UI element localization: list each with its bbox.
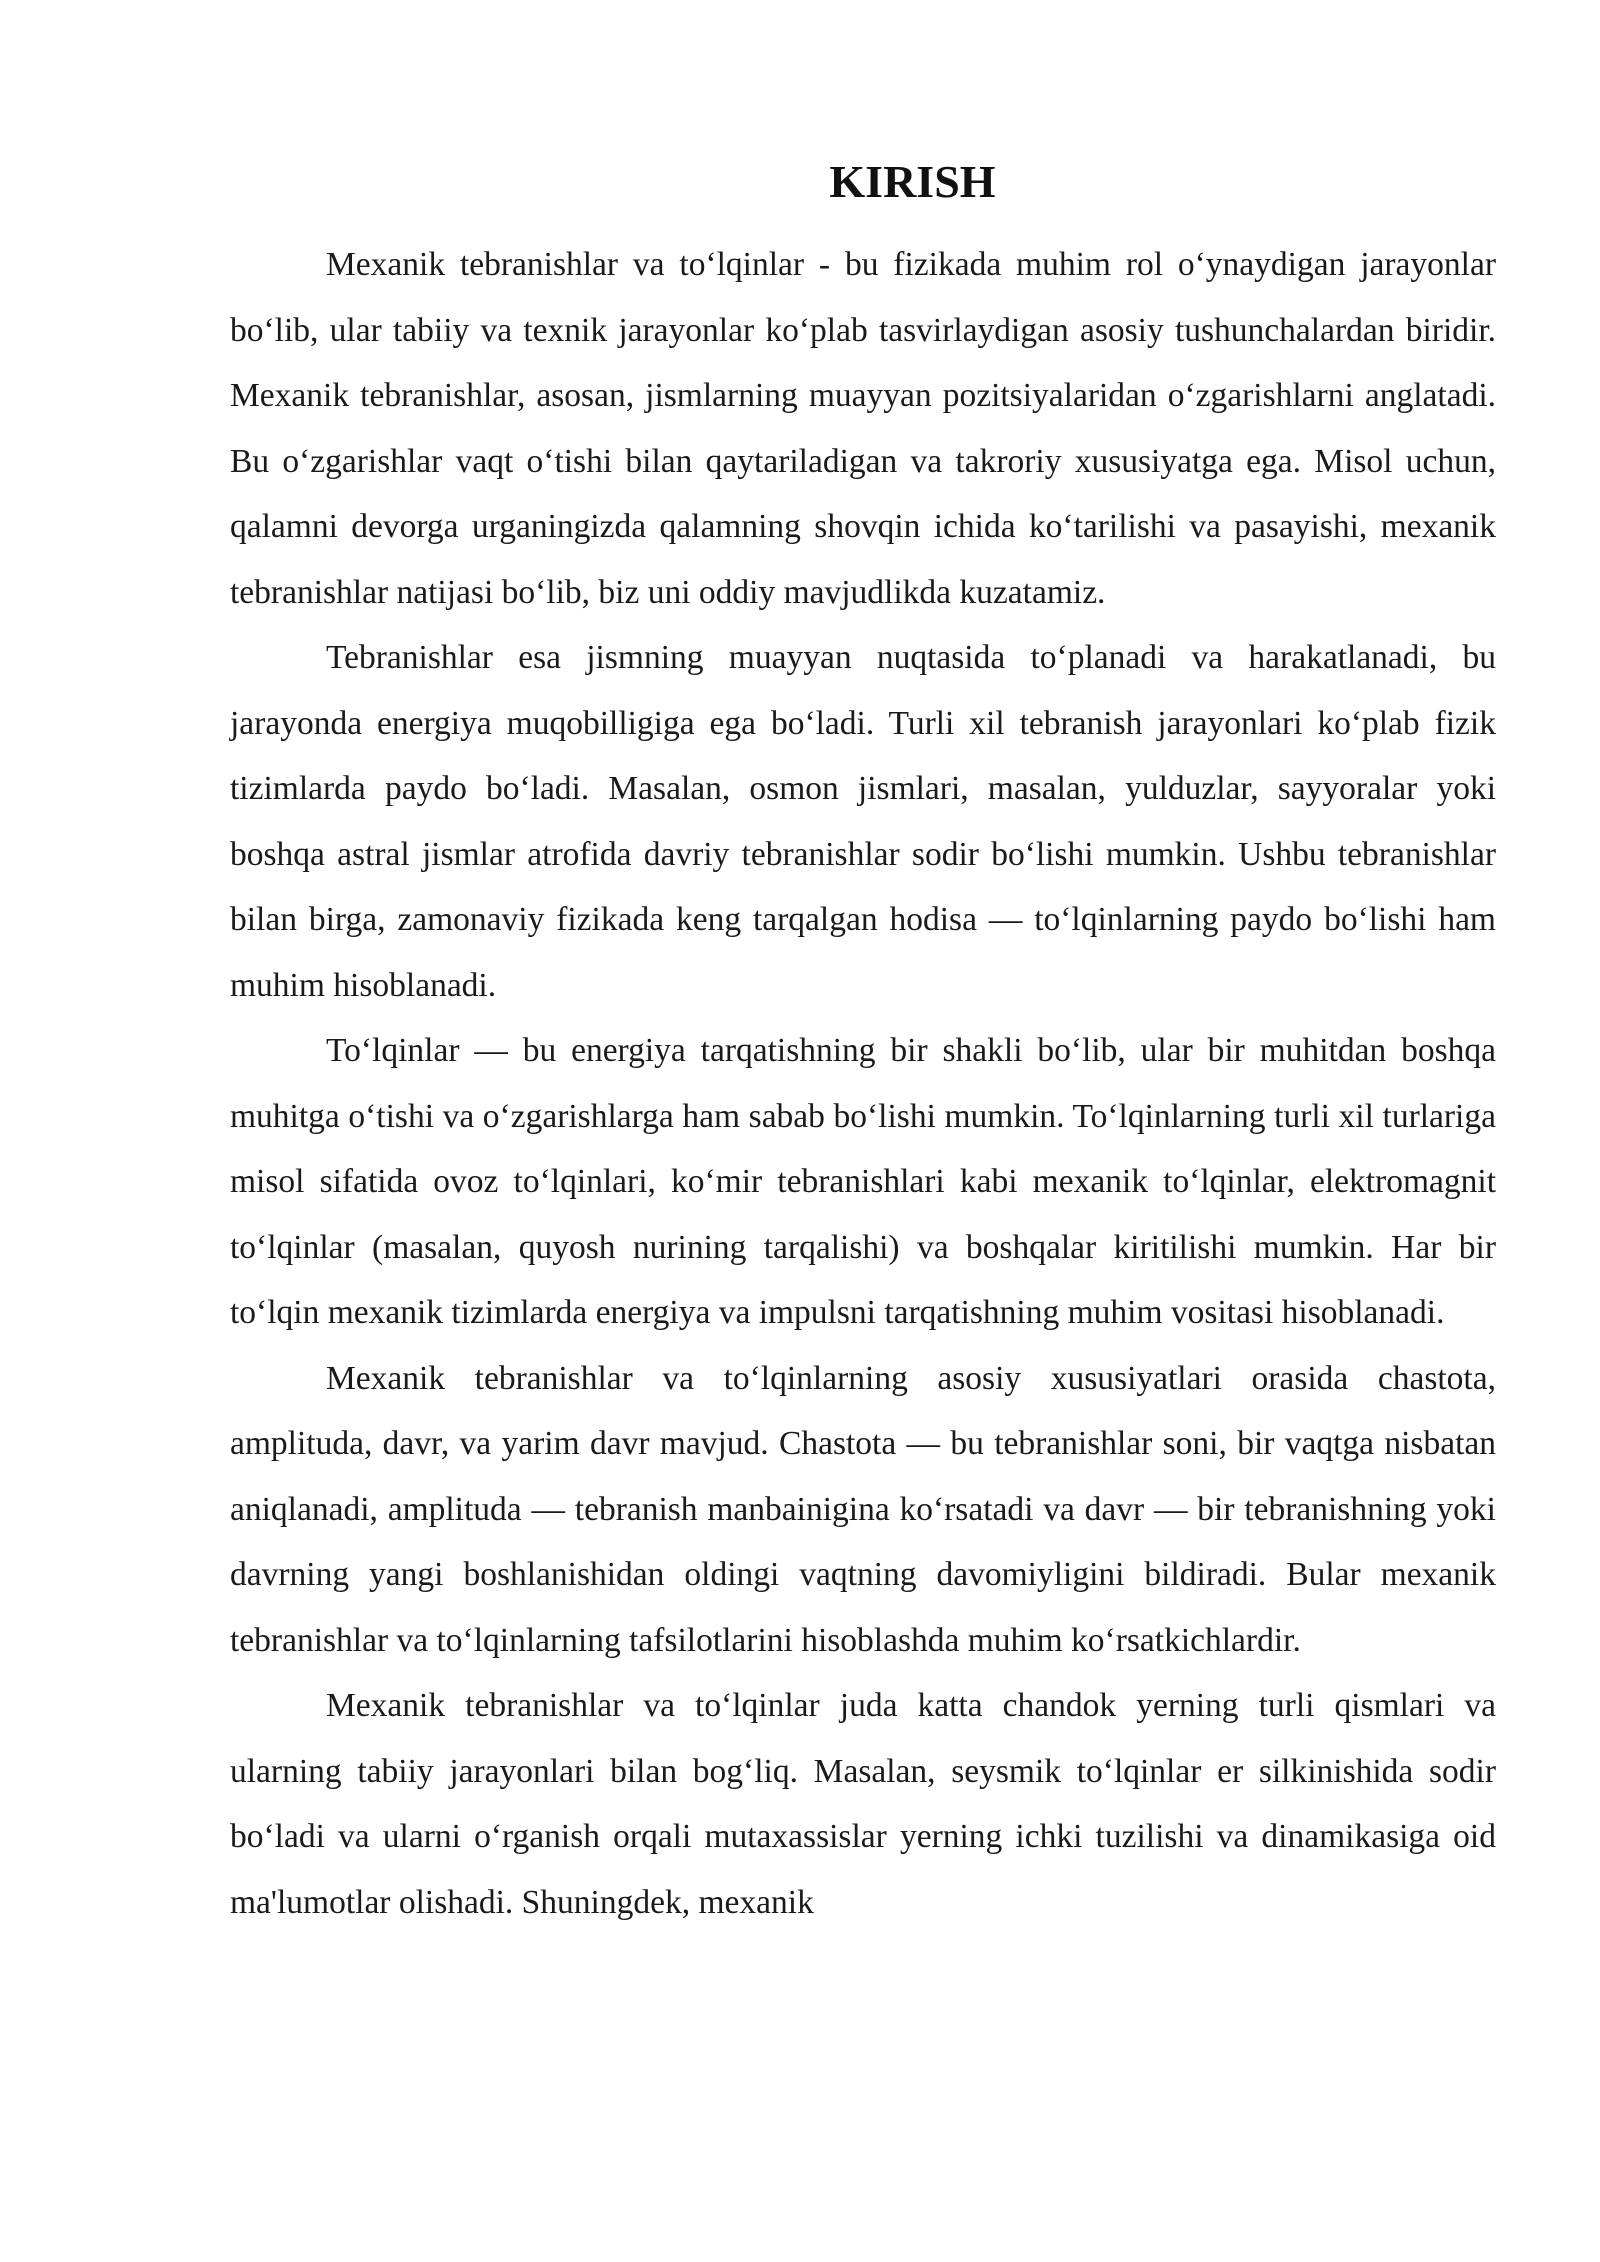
document-body [230, 232, 1496, 1935]
paragraph-5: Mexanik tebranishlar va to‘lqinlar juda katta chandok yerning turli qismlari va ularning tabiiy jarayonlari bilan bog‘liq. Masalan, seysmik to‘lqinlar er silkinishida sodir bo‘ladi va ularni o‘rganish orqali mutaxassislar yerning ichki tuzilishi va dinamikasiga oid ma'lumotlar olishadi. Shuningdek, mexanik [230, 1687, 1496, 1921]
paragraph-3: To‘lqinlar — bu energiya tarqatishning bir shakli bo‘lib, ular bir muhitdan boshqa muhitga o‘tishi va o‘zgarishlarga ham sabab bo‘lishi mumkin. To‘lqinlarning turli xil turlariga misol sifatida ovoz to‘lqinlari, ko‘mir tebranishlari kabi mexanik to‘lqinlar, elektromagnit to‘lqinlar (masalan, quyosh nurining tarqalishi) va boshqalar kiritilishi mumkin. Har bir to‘lqin mexanik tizimlarda energiya va impulsni tarqatishning muhim vositasi hisoblanadi. [230, 1032, 1496, 1331]
paragraph-1: Mexanik tebranishlar va to‘lqinlar - bu fizikada muhim rol o‘ynaydigan jarayonlar bo‘lib, ular tabiiy va texnik jarayonlar ko‘plab tasvirlaydigan asosiy tushunchalardan biridir. Mexanik tebranishlar, asosan, jismlarning muayyan pozitsiyalaridan o‘zgarishlarni anglatadi. Bu o‘zgarishlar vaqt o‘tishi bilan qaytariladigan va takroriy xususiyatga ega. Misol uchun, qalamni devorga urganingizda qalamning shovqin ichida ko‘tarilishi va pasayishi, mexanik tebranishlar natijasi bo‘lib, biz uni oddiy mavjudlikda kuzatamiz. [230, 246, 1496, 611]
paragraph-4: Mexanik tebranishlar va to‘lqinlarning asosiy xususiyatlari orasida chastota, amplituda, davr, va yarim davr mavjud. Chastota — bu tebranishlar soni, bir vaqtga nisbatan aniqlanadi, amplituda — tebranish manbainigina ko‘rsatadi va davr — bir tebranishning yoki davrning yangi boshlanishidan oldingi vaqtning davomiyligini bildiradi. Bular mexanik tebranishlar va to‘lqinlarning tafsilotlarini hisoblashda muhim ko‘rsatkichlardir. [230, 1359, 1496, 1659]
paragraph-2: Tebranishlar esa jismning muayyan nuqtasida to‘planadi va harakatlanadi, bu jarayonda energiya muqobilligiga ega bo‘ladi. Turli xil tebranish jarayonlari ko‘plab fizik tizimlarda paydo bo‘ladi. Masalan, osmon jismlari, masalan, yulduzlar, sayyoralar yoki boshqa astral jismlar atrofida davriy tebranishlar sodir bo‘lishi mumkin. Ushbu tebranishlar bilan birga, zamonaviy fizikada keng tarqalgan hodisa — to‘lqinlarning paydo bo‘lishi ham muhim hisoblanadi. [230, 639, 1496, 1004]
page-title: KIRISH [829, 156, 996, 207]
